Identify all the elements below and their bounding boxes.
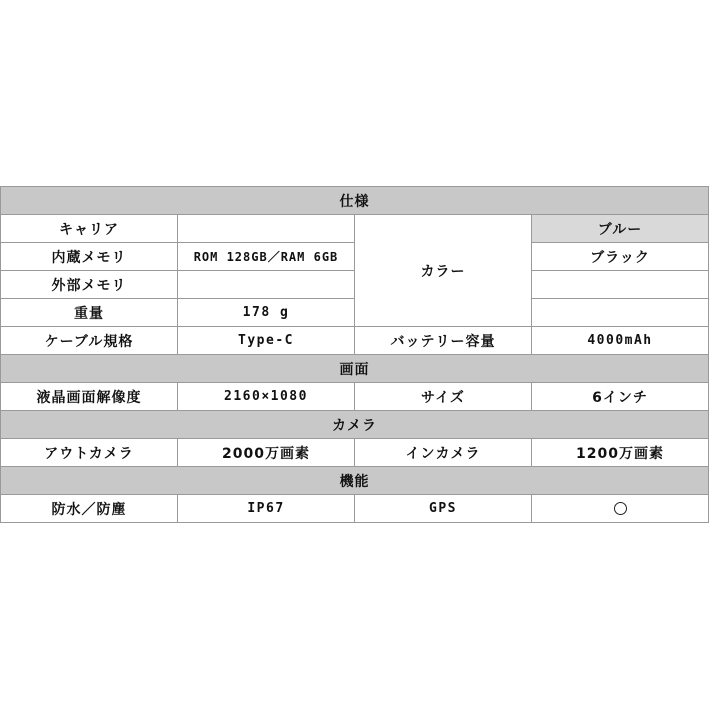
color-option-blue: ブルー xyxy=(532,215,709,243)
weight-value: 178 g xyxy=(178,299,355,327)
waterproof-value: IP67 xyxy=(178,495,355,523)
front-camera-value: 1200万画素 xyxy=(532,439,709,467)
resolution-value: 2160×1080 xyxy=(178,383,355,411)
cable-label: ケーブル規格 xyxy=(1,327,178,355)
color-label: カラー xyxy=(355,215,532,327)
size-label: サイズ xyxy=(355,383,532,411)
color-option-black: ブラック xyxy=(532,243,709,271)
section-header-features: 機能 xyxy=(1,467,709,495)
circle-icon xyxy=(614,502,627,515)
rear-camera-value: 2000万画素 xyxy=(178,439,355,467)
carrier-label: キャリア xyxy=(1,215,178,243)
storage-label: 内蔵メモリ xyxy=(1,243,178,271)
section-header-spec: 仕様 xyxy=(1,187,709,215)
external-memory-label: 外部メモリ xyxy=(1,271,178,299)
weight-label: 重量 xyxy=(1,299,178,327)
resolution-label: 液晶画面解像度 xyxy=(1,383,178,411)
carrier-value xyxy=(178,215,355,243)
external-memory-value xyxy=(178,271,355,299)
section-header-camera: カメラ xyxy=(1,411,709,439)
color-option-empty-2 xyxy=(532,299,709,327)
size-value: 6インチ xyxy=(532,383,709,411)
rear-camera-label: アウトカメラ xyxy=(1,439,178,467)
front-camera-label: インカメラ xyxy=(355,439,532,467)
color-option-empty-1 xyxy=(532,271,709,299)
waterproof-label: 防水／防塵 xyxy=(1,495,178,523)
cable-value: Type-C xyxy=(178,327,355,355)
battery-label: バッテリー容量 xyxy=(355,327,532,355)
storage-value: ROM 128GB／RAM 6GB xyxy=(178,243,355,271)
battery-value: 4000mAh xyxy=(532,327,709,355)
gps-value xyxy=(532,495,709,523)
gps-label: GPS xyxy=(355,495,532,523)
section-header-display: 画面 xyxy=(1,355,709,383)
spec-table xyxy=(0,186,709,523)
